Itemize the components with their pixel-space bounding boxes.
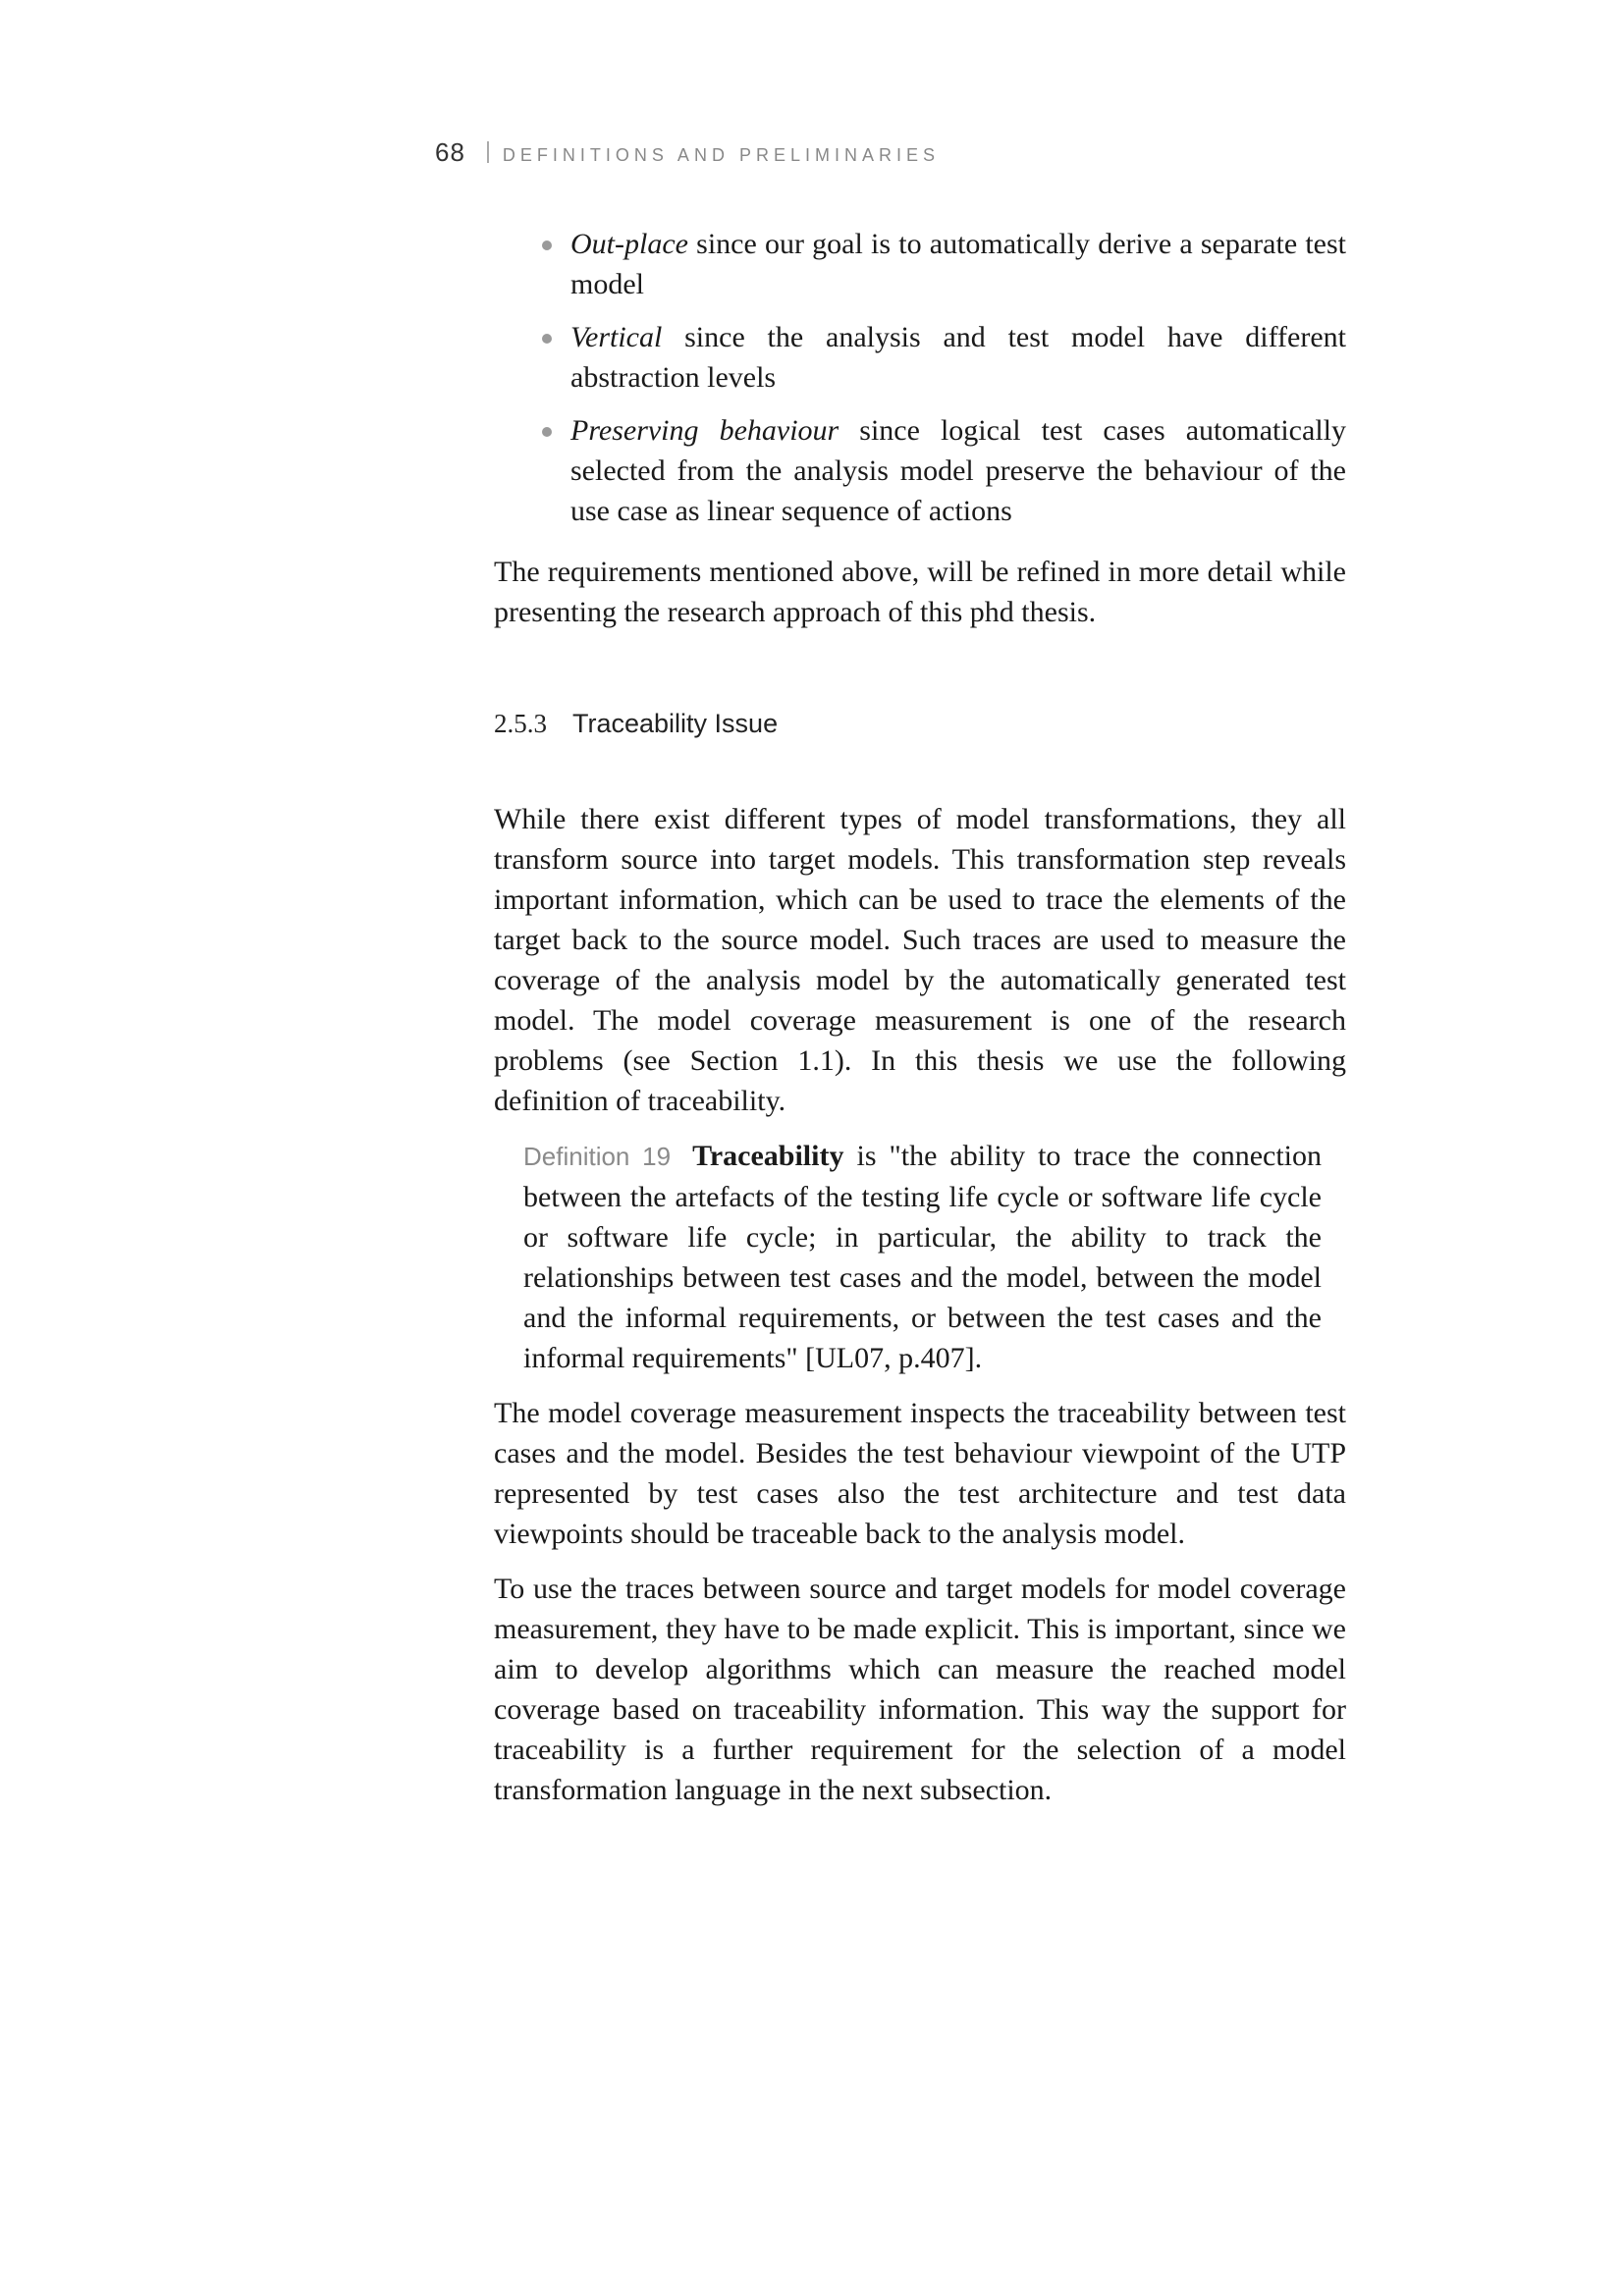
definition-block — [494, 1136, 1346, 1378]
page-number: 68 — [435, 137, 465, 167]
paragraph-explicit: To use the traces between source and target models for model coverage measurement, they have to be made explicit. This is important, since we aim to develop algorithms which can measure the reached model coverage based on traceability information. This way the support for traceability is a further requirement for the selection of a model transformation language in the next subsection. — [494, 1573, 1346, 1806]
paragraph-coverage: The model coverage measurement inspects the traceability between test cases and the model. Besides the test behaviour viewpoint of the UTP represented by test cases also the test architecture and test data viewpoints should be traceable back to the analysis model. — [494, 1397, 1346, 1550]
section-number: 2.5.3 — [494, 709, 547, 738]
list-item — [494, 224, 1346, 304]
bullet-list — [494, 224, 1346, 531]
chapter-title: DEFINITIONS AND PRELIMINARIES — [502, 145, 940, 165]
definition-label: Definition 19 — [523, 1142, 672, 1171]
body-text — [494, 224, 1346, 1825]
bullet-text: since the analysis and test model have different abstraction levels — [570, 321, 1346, 394]
running-header — [435, 137, 940, 168]
bullet-term: Out-place — [570, 228, 688, 260]
definition-text: is "the ability to trace the connection between the artefacts of the testing life cycle or software life cycle or software life cycle; in particular, the ability to track the relationships between test cases and the model, between the model and the informal requirements, or between the test cases and the informal requirements" [UL07, p.407]. — [523, 1140, 1323, 1374]
bullet-icon — [542, 427, 552, 437]
bullet-text: since our goal is to automatically derive a separate test model — [570, 228, 1346, 300]
header-separator — [487, 141, 489, 163]
section-title: Traceability Issue — [572, 709, 779, 738]
definition-term: Traceability — [692, 1140, 844, 1172]
list-item — [494, 410, 1346, 531]
bullet-icon — [542, 240, 552, 250]
bullet-term: Preserving behaviour — [570, 414, 839, 447]
section-heading — [494, 707, 1346, 740]
list-item — [494, 317, 1346, 398]
bullet-icon — [542, 334, 552, 344]
paragraph-requirements: The requirements mentioned above, will be refined in more detail while presenting the research approach of this phd thesis. — [494, 556, 1346, 628]
paragraph-intro: While there exist different types of model transformations, they all transform source into target models. This transformation step reveals important information, which can be used to trace the elements of the target back to the source model. Such traces are used to measure the coverage of the analysis model by the automatically generated test model. The model coverage measurement is one of the research problems (see Section 1.1). In this thesis we use the following definition of traceability. — [494, 803, 1346, 1117]
bullet-term: Vertical — [570, 321, 663, 353]
bullet-text: since logical test cases automatically selected from the analysis model preserve the behaviour of the use case as linear sequence of actions — [570, 414, 1346, 527]
